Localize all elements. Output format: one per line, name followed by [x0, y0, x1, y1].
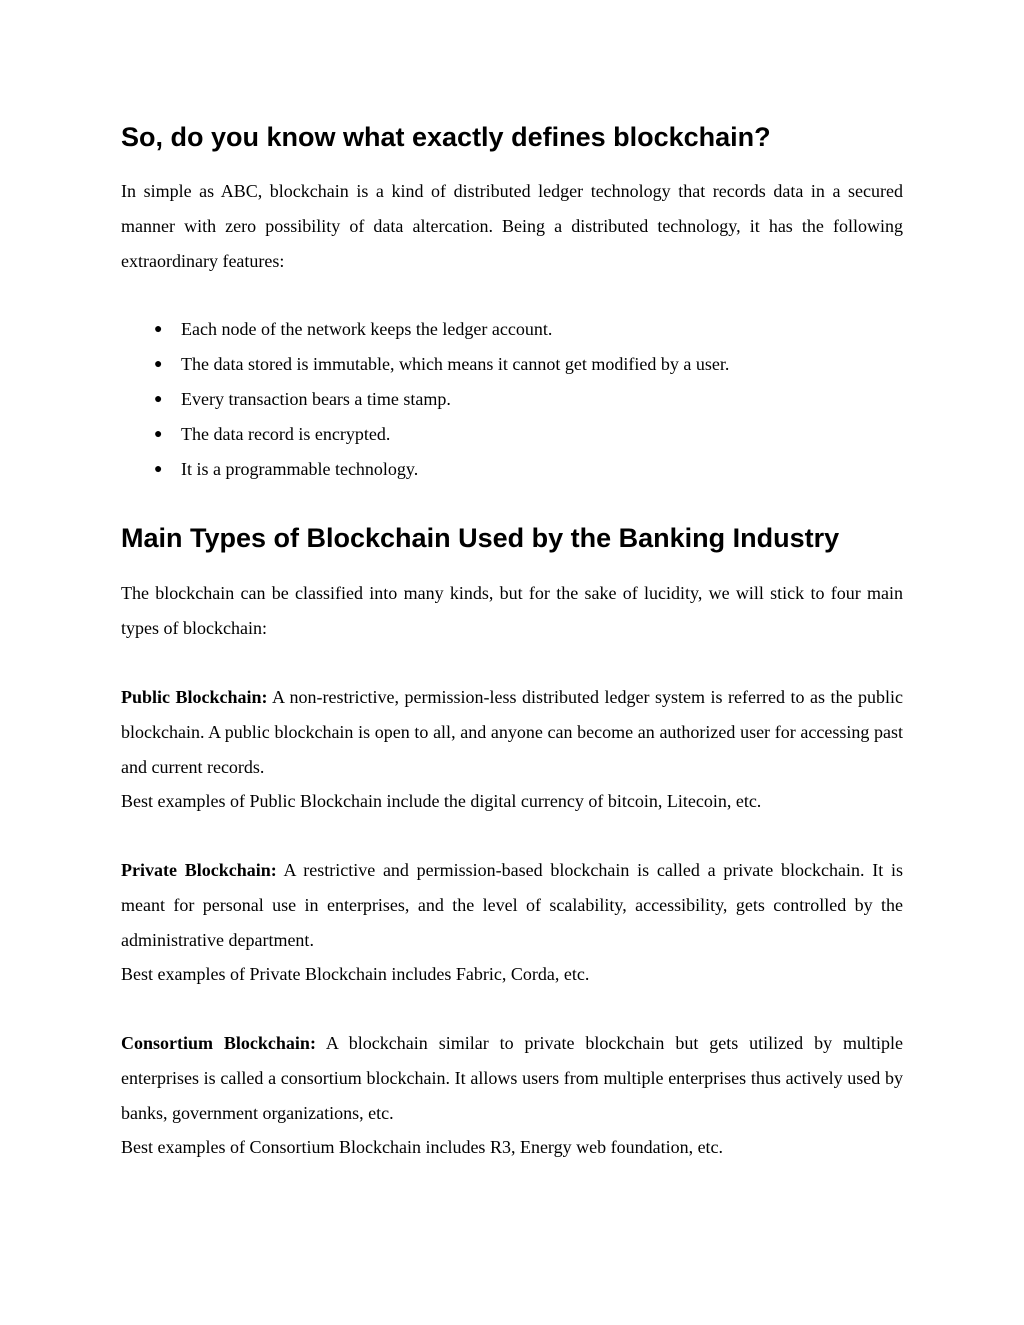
consortium-blockchain-description: A blockchain similar to private blockchain but gets utilized by multiple enterprises is called a consortium blockchain. It allows users from multiple enterprises thus actively used by banks, government organizations, etc. — [121, 1033, 903, 1123]
public-blockchain-term: Public Blockchain: — [121, 687, 268, 707]
public-blockchain-examples: Best examples of Public Blockchain include the digital currency of bitcoin, Litecoin, etc. — [121, 791, 762, 811]
bullet-icon: ● — [154, 322, 163, 337]
list-item: ● It is a programmable technology. — [121, 452, 729, 487]
private-blockchain-examples: Best examples of Private Blockchain includes Fabric, Corda, etc. — [121, 964, 590, 984]
features-list — [121, 312, 729, 487]
list-item: ● The data record is encrypted. — [121, 417, 729, 452]
consortium-blockchain-examples: Best examples of Consortium Blockchain includes R3, Energy web foundation, etc. — [121, 1137, 724, 1157]
private-blockchain-paragraph — [121, 853, 903, 958]
section-heading-blockchain-definition: So, do you know what exactly defines blockchain? — [121, 122, 771, 152]
consortium-blockchain-paragraph — [121, 1026, 903, 1131]
bullet-icon: ● — [154, 462, 163, 477]
bullet-icon: ● — [154, 392, 163, 407]
list-item: ● Each node of the network keeps the ledger account. — [121, 312, 729, 347]
bullet-icon: ● — [154, 427, 163, 442]
blockchain-intro-paragraph: In simple as ABC, blockchain is a kind of distributed ledger technology that records data in a secured manner with zero possibility of data altercation. Being a distributed technology, it has the following extraordinary features: — [121, 181, 903, 271]
public-blockchain-paragraph — [121, 680, 903, 785]
public-blockchain-description: A non-restrictive, permission-less distributed ledger system is referred to as the public blockchain. A public blockchain is open to all, and anyone can become an authorized user for accessing past and current records. — [121, 687, 903, 777]
consortium-blockchain-term: Consortium Blockchain: — [121, 1033, 316, 1053]
list-item: ● Every transaction bears a time stamp. — [121, 382, 729, 417]
bullet-icon: ● — [154, 357, 163, 372]
section-heading-blockchain-types: Main Types of Blockchain Used by the Banking Industry — [121, 523, 840, 553]
private-blockchain-description: A restrictive and permission-based blockchain is called a private blockchain. It is meant for personal use in enterprises, and the level of scalability, accessibility, gets controlled by the administrative department. — [121, 860, 903, 950]
private-blockchain-term: Private Blockchain: — [121, 860, 277, 880]
types-intro-paragraph: The blockchain can be classified into many kinds, but for the sake of lucidity, we will stick to four main types of blockchain: — [121, 583, 903, 638]
list-item: ● The data stored is immutable, which means it cannot get modified by a user. — [121, 347, 729, 382]
